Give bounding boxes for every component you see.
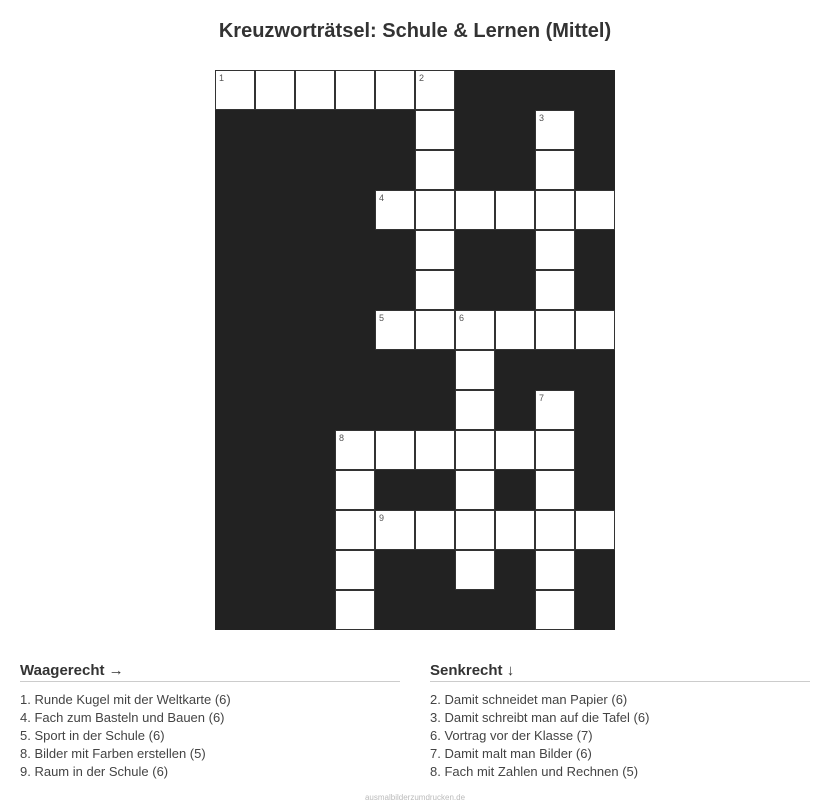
block-cell bbox=[215, 510, 255, 550]
clue-number: 5 bbox=[379, 313, 385, 323]
down-clue: 7. Damit malt man Bilder (6) bbox=[430, 746, 592, 761]
crossword-cell[interactable] bbox=[575, 510, 615, 550]
block-cell bbox=[495, 150, 535, 190]
block-cell bbox=[295, 270, 335, 310]
block-cell bbox=[295, 230, 335, 270]
crossword-cell[interactable] bbox=[535, 390, 575, 430]
block-cell bbox=[575, 390, 615, 430]
crossword-cell[interactable] bbox=[335, 510, 375, 550]
block-cell bbox=[295, 390, 335, 430]
crossword-cell[interactable] bbox=[415, 310, 455, 350]
crossword-cell[interactable] bbox=[255, 70, 295, 110]
block-cell bbox=[415, 350, 455, 390]
block-cell bbox=[255, 390, 295, 430]
block-cell bbox=[215, 470, 255, 510]
crossword-cell[interactable] bbox=[335, 70, 375, 110]
crossword-cell[interactable] bbox=[495, 430, 535, 470]
across-heading: Waagerecht → bbox=[20, 662, 400, 682]
down-clue: 2. Damit schneidet man Papier (6) bbox=[430, 692, 628, 707]
block-cell bbox=[335, 350, 375, 390]
block-cell bbox=[375, 230, 415, 270]
clue-number: 8 bbox=[339, 433, 345, 443]
block-cell bbox=[255, 190, 295, 230]
block-cell bbox=[255, 110, 295, 150]
crossword-cell[interactable] bbox=[535, 190, 575, 230]
down-clue: 3. Damit schreibt man auf die Tafel (6) bbox=[430, 710, 650, 725]
block-cell bbox=[335, 390, 375, 430]
crossword-cell[interactable] bbox=[375, 430, 415, 470]
block-cell bbox=[255, 430, 295, 470]
down-heading: Senkrecht ↓ bbox=[430, 662, 810, 682]
block-cell bbox=[535, 350, 575, 390]
block-cell bbox=[575, 230, 615, 270]
block-cell bbox=[215, 110, 255, 150]
crossword-cell[interactable] bbox=[535, 430, 575, 470]
block-cell bbox=[495, 350, 535, 390]
crossword-cell[interactable] bbox=[335, 470, 375, 510]
crossword-cell[interactable] bbox=[455, 510, 495, 550]
crossword-cell[interactable] bbox=[535, 230, 575, 270]
crossword-cell[interactable] bbox=[415, 110, 455, 150]
block-cell bbox=[295, 510, 335, 550]
block-cell bbox=[375, 470, 415, 510]
block-cell bbox=[495, 70, 535, 110]
across-clue: 9. Raum in der Schule (6) bbox=[20, 764, 169, 779]
crossword-cell[interactable] bbox=[535, 270, 575, 310]
down-clue: 6. Vortrag vor der Klasse (7) bbox=[430, 728, 593, 743]
clue-number: 7 bbox=[539, 393, 545, 403]
block-cell bbox=[375, 150, 415, 190]
block-cell bbox=[295, 110, 335, 150]
clue-number: 6 bbox=[459, 313, 465, 323]
block-cell bbox=[335, 310, 375, 350]
block-cell bbox=[575, 270, 615, 310]
block-cell bbox=[375, 550, 415, 590]
crossword-cell[interactable] bbox=[575, 190, 615, 230]
crossword-cell[interactable] bbox=[375, 70, 415, 110]
block-cell bbox=[215, 430, 255, 470]
clue-number: 3 bbox=[539, 113, 545, 123]
crossword-cell[interactable] bbox=[495, 190, 535, 230]
crossword-cell[interactable] bbox=[535, 110, 575, 150]
crossword-cell[interactable] bbox=[455, 550, 495, 590]
block-cell bbox=[255, 230, 295, 270]
block-cell bbox=[295, 310, 335, 350]
crossword-cell[interactable] bbox=[375, 510, 415, 550]
block-cell bbox=[255, 510, 295, 550]
block-cell bbox=[255, 470, 295, 510]
crossword-cell[interactable] bbox=[455, 310, 495, 350]
block-cell bbox=[215, 270, 255, 310]
crossword-cell[interactable] bbox=[415, 150, 455, 190]
crossword-cell[interactable] bbox=[375, 310, 415, 350]
block-cell bbox=[215, 590, 255, 630]
block-cell bbox=[295, 190, 335, 230]
crossword-cell[interactable] bbox=[415, 190, 455, 230]
clue-number: 2 bbox=[419, 73, 425, 83]
block-cell bbox=[575, 70, 615, 110]
crossword-cell[interactable] bbox=[535, 510, 575, 550]
block-cell bbox=[295, 430, 335, 470]
block-cell bbox=[255, 270, 295, 310]
crossword-cell[interactable] bbox=[415, 510, 455, 550]
block-cell bbox=[295, 590, 335, 630]
block-cell bbox=[215, 550, 255, 590]
crossword-cell[interactable] bbox=[335, 550, 375, 590]
across-clues bbox=[20, 662, 400, 781]
crossword-cell[interactable] bbox=[455, 470, 495, 510]
block-cell bbox=[215, 310, 255, 350]
block-cell bbox=[215, 390, 255, 430]
crossword-cell[interactable] bbox=[335, 430, 375, 470]
block-cell bbox=[495, 390, 535, 430]
clue-number: 4 bbox=[379, 193, 385, 203]
block-cell bbox=[335, 150, 375, 190]
block-cell bbox=[375, 270, 415, 310]
block-cell bbox=[455, 110, 495, 150]
block-cell bbox=[335, 270, 375, 310]
across-clue: 1. Runde Kugel mit der Weltkarte (6) bbox=[20, 692, 231, 707]
block-cell bbox=[335, 190, 375, 230]
block-cell bbox=[575, 110, 615, 150]
crossword-cell[interactable] bbox=[295, 70, 335, 110]
block-cell bbox=[375, 390, 415, 430]
block-cell bbox=[375, 110, 415, 150]
block-cell bbox=[455, 150, 495, 190]
block-cell bbox=[455, 270, 495, 310]
block-cell bbox=[495, 550, 535, 590]
block-cell bbox=[575, 470, 615, 510]
crossword-cell[interactable] bbox=[535, 550, 575, 590]
across-clue: 4. Fach zum Basteln und Bauen (6) bbox=[20, 710, 225, 725]
clue-number: 1 bbox=[219, 73, 225, 83]
block-cell bbox=[255, 350, 295, 390]
crossword-cell[interactable] bbox=[575, 310, 615, 350]
crossword-cell[interactable] bbox=[335, 590, 375, 630]
block-cell bbox=[255, 310, 295, 350]
crossword-cell[interactable] bbox=[375, 190, 415, 230]
block-cell bbox=[535, 70, 575, 110]
block-cell bbox=[335, 110, 375, 150]
crossword-cell[interactable] bbox=[455, 350, 495, 390]
crossword-cell[interactable] bbox=[455, 430, 495, 470]
block-cell bbox=[215, 230, 255, 270]
block-cell bbox=[575, 150, 615, 190]
block-cell bbox=[455, 230, 495, 270]
crossword-cell[interactable] bbox=[495, 510, 535, 550]
crossword-cell[interactable] bbox=[455, 190, 495, 230]
block-cell bbox=[215, 190, 255, 230]
crossword-cell[interactable] bbox=[415, 230, 455, 270]
crossword-grid bbox=[215, 70, 615, 630]
block-cell bbox=[295, 470, 335, 510]
down-clues bbox=[430, 662, 810, 781]
crossword-cell[interactable] bbox=[215, 70, 255, 110]
crossword-cell[interactable] bbox=[535, 150, 575, 190]
block-cell bbox=[415, 390, 455, 430]
crossword-cell[interactable] bbox=[535, 590, 575, 630]
crossword-cell[interactable] bbox=[455, 390, 495, 430]
block-cell bbox=[575, 350, 615, 390]
crossword-cell[interactable] bbox=[495, 310, 535, 350]
block-cell bbox=[295, 550, 335, 590]
block-cell bbox=[415, 550, 455, 590]
block-cell bbox=[495, 270, 535, 310]
block-cell bbox=[575, 590, 615, 630]
across-clue: 5. Sport in der Schule (6) bbox=[20, 728, 165, 743]
block-cell bbox=[255, 590, 295, 630]
puzzle-title: Kreuzworträtsel: Schule & Lernen (Mittel) bbox=[218, 20, 612, 42]
block-cell bbox=[415, 470, 455, 510]
block-cell bbox=[335, 230, 375, 270]
crossword-cell[interactable] bbox=[535, 310, 575, 350]
block-cell bbox=[495, 470, 535, 510]
block-cell bbox=[215, 350, 255, 390]
block-cell bbox=[295, 150, 335, 190]
block-cell bbox=[575, 430, 615, 470]
block-cell bbox=[375, 350, 415, 390]
block-cell bbox=[255, 150, 295, 190]
block-cell bbox=[255, 550, 295, 590]
block-cell bbox=[215, 150, 255, 190]
block-cell bbox=[375, 590, 415, 630]
clue-number: 9 bbox=[379, 513, 385, 523]
block-cell bbox=[495, 590, 535, 630]
crossword-cell[interactable] bbox=[535, 470, 575, 510]
block-cell bbox=[495, 230, 535, 270]
block-cell bbox=[575, 550, 615, 590]
across-clue: 8. Bilder mit Farben erstellen (5) bbox=[20, 746, 206, 761]
block-cell bbox=[455, 70, 495, 110]
down-clue: 8. Fach mit Zahlen und Rechnen (5) bbox=[430, 764, 639, 779]
crossword-cell[interactable] bbox=[415, 270, 455, 310]
footer-credit: ausmalbilderzumdrucken.de bbox=[364, 793, 466, 802]
crossword-cell[interactable] bbox=[415, 70, 455, 110]
block-cell bbox=[455, 590, 495, 630]
block-cell bbox=[495, 110, 535, 150]
block-cell bbox=[415, 590, 455, 630]
crossword-cell[interactable] bbox=[415, 430, 455, 470]
block-cell bbox=[295, 350, 335, 390]
